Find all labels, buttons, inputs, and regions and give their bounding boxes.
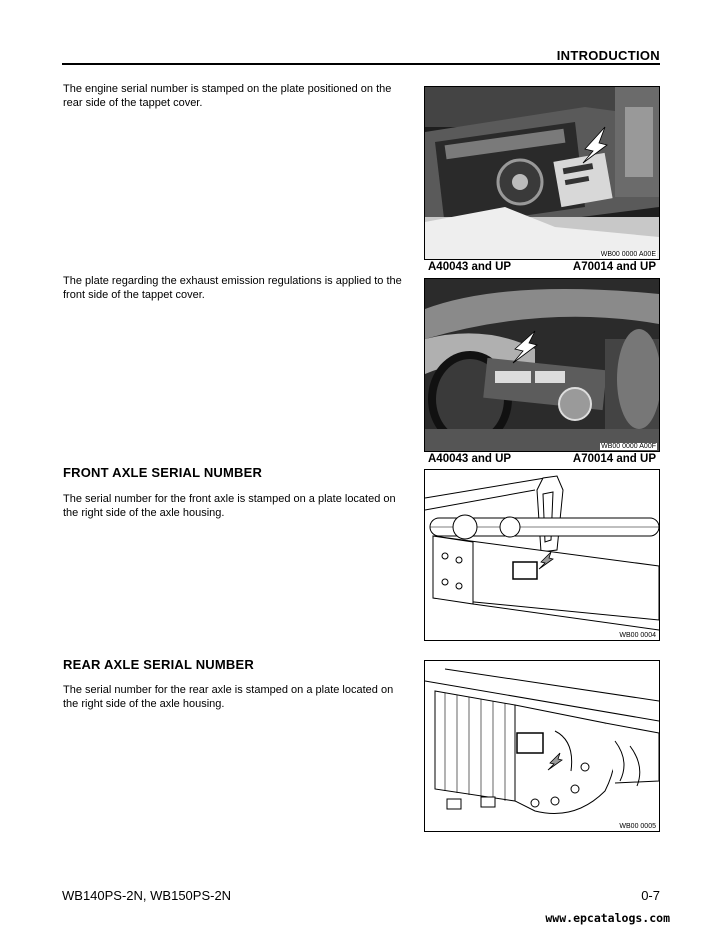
serial-range-right: A70014 and UP [572, 261, 656, 273]
rear-axle-figure-code: WB00 0005 [619, 823, 656, 830]
page-number: 0-7 [641, 888, 660, 903]
rear-axle-heading: REAR AXLE SERIAL NUMBER [63, 657, 254, 672]
emission-figure-code: WB00 0000 A00F [601, 443, 656, 450]
front-axle-figure-code: WB00 0004 [619, 632, 656, 639]
footer-model: WB140PS-2N, WB150PS-2N [62, 888, 232, 903]
rear-axle-text: The serial number for the rear axle is stamped on a plate located on the right side of the axle housing. [63, 684, 394, 710]
emission-photo-graphic [425, 279, 659, 451]
engine-serial-photo [424, 86, 660, 260]
front-axle-illustration [424, 469, 660, 641]
header-rule [62, 63, 660, 65]
engine-serial-text: The engine serial number is stamped on the plate positioned on the rear side of the tappet cover. [63, 83, 392, 109]
watermark-url: www.epcatalogs.com [545, 911, 670, 925]
serial-range-left: A40043 and UP [428, 453, 512, 465]
serial-range-left: A40043 and UP [428, 261, 512, 273]
section-title: INTRODUCTION [556, 48, 660, 63]
engine-figure-code: WB00 0000 A00E [600, 251, 656, 258]
serial-range-right: A70014 and UP [572, 453, 656, 465]
engine-serial-range [428, 261, 656, 273]
rear-axle-graphic [425, 661, 659, 831]
emission-plate-photo [424, 278, 660, 452]
front-axle-heading: FRONT AXLE SERIAL NUMBER [63, 465, 263, 480]
engine-photo-graphic [425, 87, 659, 259]
rear-axle-illustration [424, 660, 660, 832]
front-axle-text: The serial number for the front axle is stamped on a plate located on the right side of the axle housing. [63, 493, 396, 519]
emission-plate-text: The plate regarding the exhaust emission regulations is applied to the front side of the tappet cover. [63, 275, 402, 301]
emission-serial-range [428, 453, 656, 465]
front-axle-graphic [425, 470, 659, 640]
